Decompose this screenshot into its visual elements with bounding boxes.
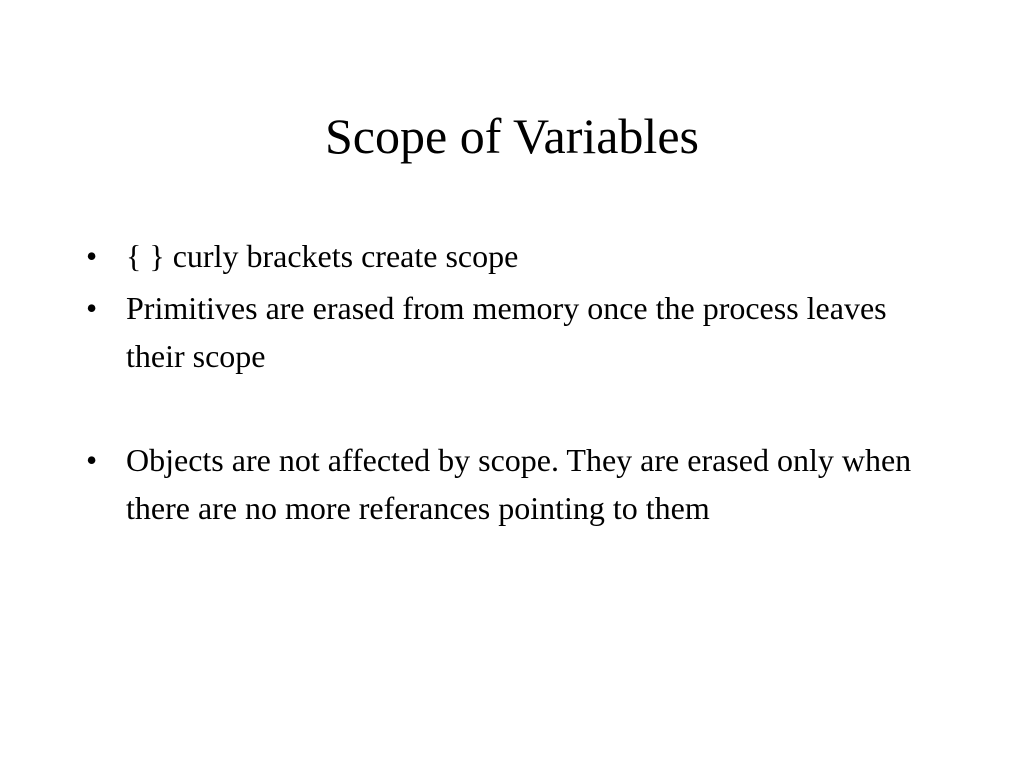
bullet-item-curly-brackets — [86, 232, 946, 280]
slide-title: Scope of Variables — [325, 108, 699, 164]
bullet-item-objects — [86, 436, 946, 532]
bullet-marker-icon: • — [86, 442, 98, 478]
bullet-marker-icon: • — [86, 290, 98, 326]
bullet-list — [86, 228, 946, 532]
bullet-item-primitives — [86, 284, 946, 380]
bullet-text: Primitives are erased from memory once the process leaves their scope — [126, 290, 887, 374]
bullet-text: { } curly brackets create scope — [126, 238, 519, 274]
bullet-text: Objects are not affected by scope. They are erased only when there are no more referances pointing to them — [126, 442, 912, 526]
bullet-marker-icon: • — [86, 238, 98, 274]
